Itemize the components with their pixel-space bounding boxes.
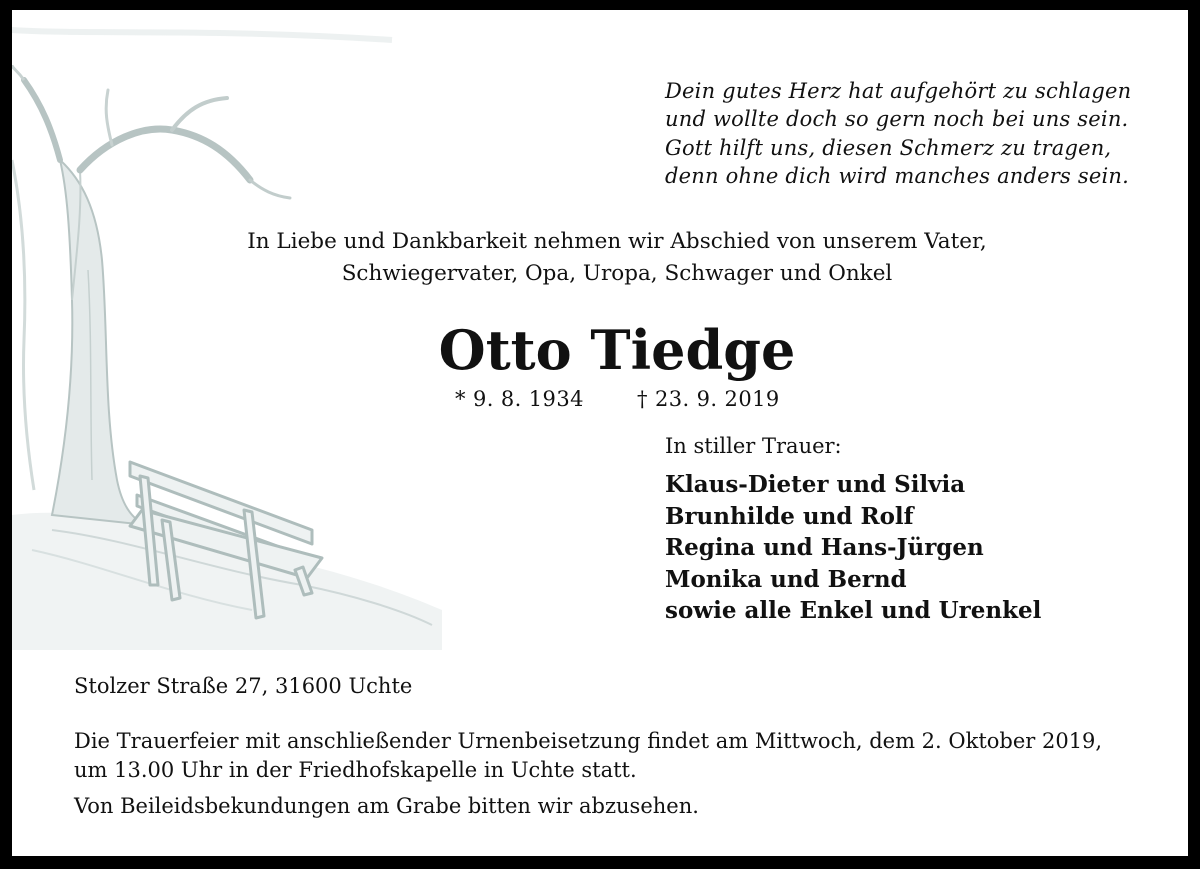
mourners-label: In stiller Trauer: (665, 434, 842, 458)
mourner-name: Brunhilde und Rolf (665, 502, 914, 530)
mourner-name: Monika und Bernd (665, 565, 907, 593)
deceased-name: Otto Tiedge (438, 318, 796, 382)
death-date: † 23. 9. 2019 (637, 387, 780, 411)
mourner-name: Klaus-Dieter und Silvia (665, 471, 966, 498)
memorial-poem (665, 77, 1185, 190)
ceremony-line: Die Trauerfeier mit anschließender Urnenbeisetzung findet am Mittwoch, dem 2. Oktober 2019, (74, 729, 1103, 753)
mourner-name: sowie alle Enkel und Urenkel (665, 597, 1042, 624)
condolence-note: Von Beileidsbekundungen am Grabe bitten wir abzusehen. (74, 794, 699, 818)
poem-line: und wollte doch so gern noch bei uns sein. (665, 107, 1129, 132)
family-address: Stolzer Straße 27, 31600 Uchte (74, 674, 413, 698)
birth-date: * 9. 8. 1934 (455, 387, 584, 411)
ceremony-info (74, 727, 1184, 784)
intro-line: In Liebe und Dankbarkeit nehmen wir Abschied von unserem Vater, (247, 229, 987, 254)
mourner-name: Regina und Hans-Jürgen (665, 534, 984, 561)
intro-line: Schwiegervater, Opa, Uropa, Schwager und Onkel (341, 260, 893, 286)
ceremony-line: um 13.00 Uhr in der Friedhofskapelle in Uchte statt. (74, 757, 637, 782)
farewell-intro (202, 226, 1032, 289)
mourners-list (665, 469, 1041, 627)
poem-line: denn ohne dich wird manches anders sein. (665, 163, 1130, 188)
poem-line: Dein gutes Herz hat aufgehört zu schlagen (665, 79, 1132, 103)
poem-line: Gott hilft uns, diesen Schmerz zu tragen, (665, 135, 1112, 160)
